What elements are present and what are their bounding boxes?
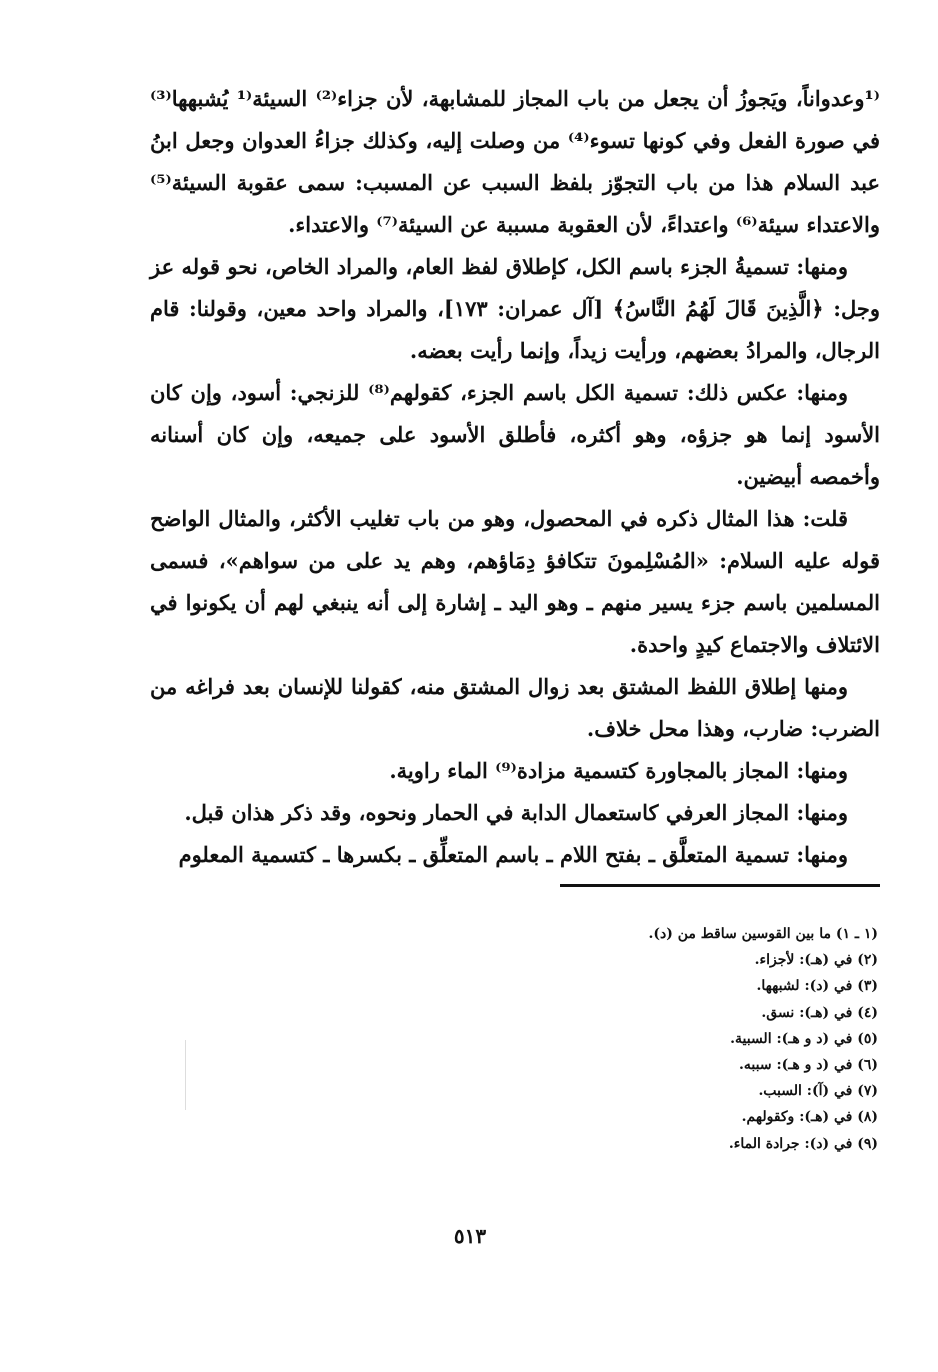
footnote-3: (٣) في (د): لشبهها. — [756, 978, 878, 995]
footnote-separator — [560, 884, 880, 887]
paragraph-7: ومنها: المجاز العرفي كاستعمال الدابة في الحمار ونحوه، وقد ذكر هذان قبل. — [184, 800, 848, 825]
footnote-4: (٤) في (هـ): نسق. — [761, 1004, 878, 1021]
main-text — [150, 78, 880, 876]
paragraph-3: ومنها: عكس ذلك: تسمية الكل باسم الجزء، كقولهم⁽⁸⁾ للزنجي: أسود، وإن كان الأسود إنما هو جزؤه، وهو أكثره، فأطلق الأسود على جميعه، وإن كان أسنانه وأخمصه أبيضين. — [150, 380, 880, 489]
footnote-2: (٢) في (هـ): لأجزاء. — [754, 952, 878, 969]
paragraph-5: ومنها إطلاق اللفظ المشتق بعد زوال المشتق منه، كقولنا للإنسان بعد فراغه من الضرب: ضارب، وهذا محل خلاف. — [150, 674, 880, 741]
paragraph-8: ومنها: تسمية المتعلَّق ـ بفتح اللام ـ باسم المتعلِّق ـ بكسرها ـ كتسمية المعلوم — [178, 842, 848, 867]
footnote-7: (٧) في (آ): السبب. — [758, 1083, 878, 1100]
paragraph-4: قلت: هذا المثال ذكره في المحصول، وهو من باب تغليب الأكثر، والمثال الواضح قوله عليه السلام: «المُسْلِمونَ تتكافؤ دِمَاؤهم، وهم يد على من سواهم»، فسمى المسلمين باسم جزء يسير منهم ـ وهو اليد ـ إشارة إلى أنه ينبغي لهم أن يكونوا في الائتلاف والاجتماع كيدٍ واحدة. — [150, 506, 880, 657]
footnote-5: (٥) في (د و هـ): السبية. — [730, 1030, 878, 1047]
footnote-9: (٩) في (د): جرادة الماء. — [728, 1135, 878, 1152]
paragraph-6: ومنها: المجاز بالمجاورة كتسمية مزادة⁽⁹⁾ الماء راوية. — [389, 758, 848, 783]
margin-scan-mark — [185, 1040, 186, 1110]
footnote-1: (١ ـ ١) ما بين القوسين ساقط من (د). — [648, 926, 878, 942]
footnotes — [300, 921, 878, 1157]
footnote-8: (٨) في (هـ): وكقولهم. — [741, 1109, 878, 1126]
paragraph-2: ومنها: تسميةُ الجزء باسم الكل، كإطلاق لفظ العام، والمراد الخاص، نحو قوله عز وجل: ﴿الَّذِينَ قَالَ لَهُمُ النَّاسُ﴾ [آل عمران: ١٧٣]، والمراد واحد معين، وقولنا: قام الرجال، والمرادُ بعضهم، ورأيت زيداً، وإنما رأيت بعضه. — [150, 254, 880, 363]
page-number: ٥١٣ — [453, 1224, 487, 1248]
footnote-6: (٦) في (د و هـ): سببه. — [739, 1057, 878, 1074]
paragraph-1: ⁽¹وعدواناً، ويَجوزُ أن يجعل من باب المجاز للمشابهة، لأن جزاء⁽²⁾ السيئة⁽¹ يُشبهها⁽³⁾ في صورة الفعل وفي كونها تسوء⁽⁴⁾ من وصلت إليه، وكذلك جزاءُ العدوان وجعل ابنُ عبد السلام هذا من باب التجوّز بلفظ السبب عن المسبب: سمى عقوبة السيئة⁽⁵⁾ والاعتداء سيئة⁽⁶⁾ واعتداءً، لأن العقوبة مسببة عن السيئة⁽⁷⁾ والاعتداء. — [150, 86, 880, 237]
